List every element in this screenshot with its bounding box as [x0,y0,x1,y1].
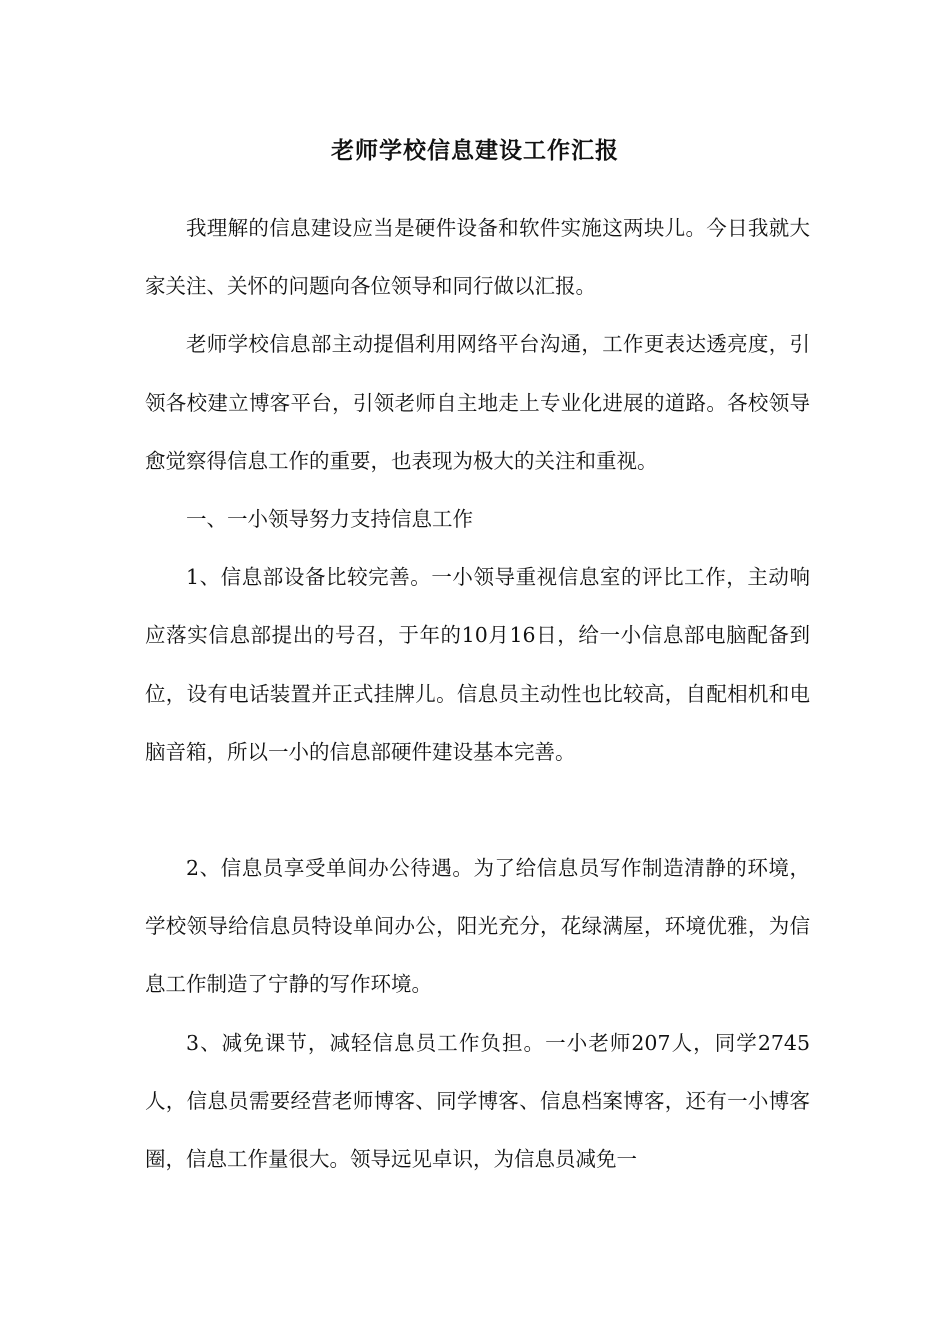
section-heading-1: 一、一小领导努力支持信息工作 [186,507,473,532]
paragraph-platform: 老师学校信息部主动提倡利用网络平台沟通，工作更表达透亮度，引领各校建立博客平台，引领老师自主地走上专业化进展的道路。各校领导愈觉察得信息工作的重要，也表现为极大的关注和重视。 [145,332,810,473]
paragraph-intro: 我理解的信息建设应当是硬件设备和软件实施这两块儿。今日我就大家关注、关怀的问题向各位领导和同行做以汇报。 [145,216,810,299]
document-title: 老师学校信息建设工作汇报 [331,138,619,164]
paragraph-item-2: 2、信息员享受单间办公待遇。为了给信息员写作制造清静的环境，学校领导给信息员特设单间办公，阳光充分，花绿满屋，环境优雅，为信息工作制造了宁静的写作环境。 [145,856,810,997]
document-body [145,199,810,1188]
paragraph-item-1: 1、信息部设备比较完善。一小领导重视信息室的评比工作，主动响应落实信息部提出的号召，于年的10月16日，给一小信息部电脑配备到位，设有电话装置并正式挂牌儿。信息员主动性也比较高，自配相机和电脑音箱，所以一小的信息部硬件建设基本完善。 [145,565,810,764]
paragraph-item-3: 3、减免课节，减轻信息员工作负担。一小老师207人，同学2745人，信息员需要经营老师博客、同学博客、信息档案博客，还有一小博客圈，信息工作量很大。领导远见卓识，为信息员减免一 [145,1030,810,1172]
